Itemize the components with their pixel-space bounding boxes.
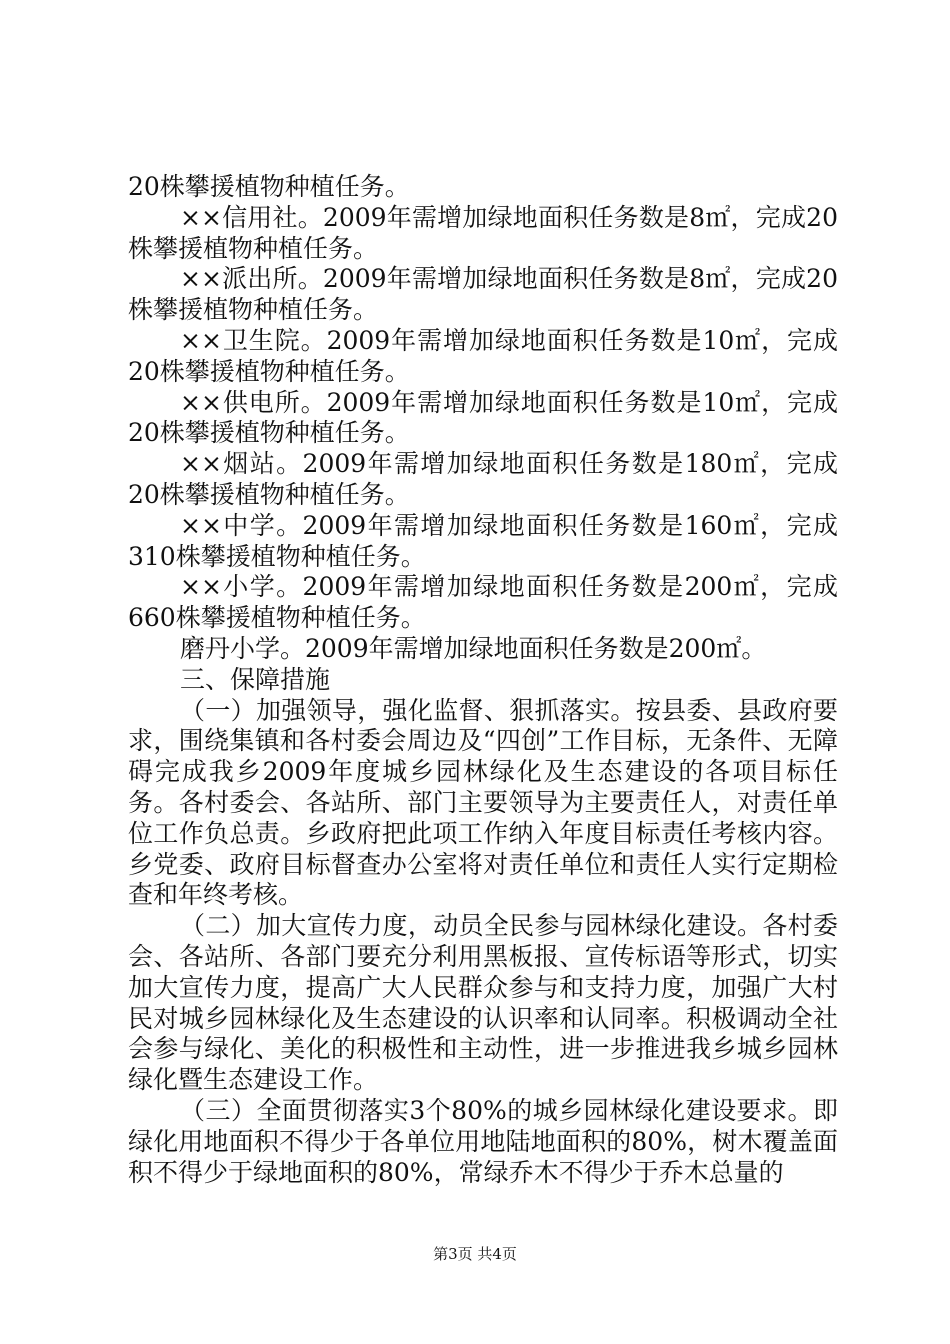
paragraph: ××供电所。2009年需增加绿地面积任务数是10㎡，完成20株攀援植物种植任务。 xyxy=(128,387,838,448)
page-number-label: 第3页 共4页 xyxy=(433,1245,517,1263)
paragraph: （二）加大宣传力度，动员全民参与园林绿化建设。各村委会、各站所、各部门要充分利用黑板报、宣传标语等形式，切实加大宣传力度，提高广大人民群众参与和支持力度，加强广大村民对城乡园林绿化及生态建设的认识率和认同率。积极调动全社会参与绿化、美化的积极性和主动性，进一步推进我乡城乡园林绿化暨生态建设工作。 xyxy=(128,911,838,1095)
document-body xyxy=(128,172,838,1188)
paragraph: ××派出所。2009年需增加绿地面积任务数是8㎡，完成20株攀援植物种植任务。 xyxy=(128,264,838,325)
page-footer xyxy=(0,1244,950,1264)
paragraph: ××信用社。2009年需增加绿地面积任务数是8㎡，完成20株攀援植物种植任务。 xyxy=(128,202,838,263)
paragraph: 20株攀援植物种植任务。 xyxy=(128,172,410,201)
paragraph: ××烟站。2009年需增加绿地面积任务数是180㎡，完成20株攀援植物种植任务。 xyxy=(128,449,838,509)
paragraph: ××卫生院。2009年需增加绿地面积任务数是10㎡，完成20株攀援植物种植任务。 xyxy=(128,325,838,386)
paragraph: （三）全面贯彻落实3个80%的城乡园林绿化建设要求。即绿化用地面积不得少于各单位用地陆地面积的80%，树木覆盖面积不得少于绿地面积的80%，常绿乔木不得少于乔木总量的 xyxy=(128,1095,838,1187)
paragraph: ××中学。2009年需增加绿地面积任务数是160㎡，完成310株攀援植物种植任务。 xyxy=(128,510,838,571)
paragraph: （一）加强领导，强化监督、狠抓落实。按县委、县政府要求，围绕集镇和各村委会周边及“四创”工作目标，无条件、无障碍完成我乡2009年度城乡园林绿化及生态建设的各项目标任务。各村委会、各站所、部门主要领导为主要责任人，对责任单位工作负总责。乡政府把此项工作纳入年度目标责任考核内容。乡党委、政府目标督查办公室将对责任单位和责任人实行定期检查和年终考核。 xyxy=(128,695,838,910)
paragraph: 磨丹小学。2009年需增加绿地面积任务数是200㎡。 xyxy=(180,633,767,663)
paragraph: ××小学。2009年需增加绿地面积任务数是200㎡，完成660株攀援植物种植任务。 xyxy=(128,572,838,633)
section-heading: 三、保障措施 xyxy=(180,664,331,694)
